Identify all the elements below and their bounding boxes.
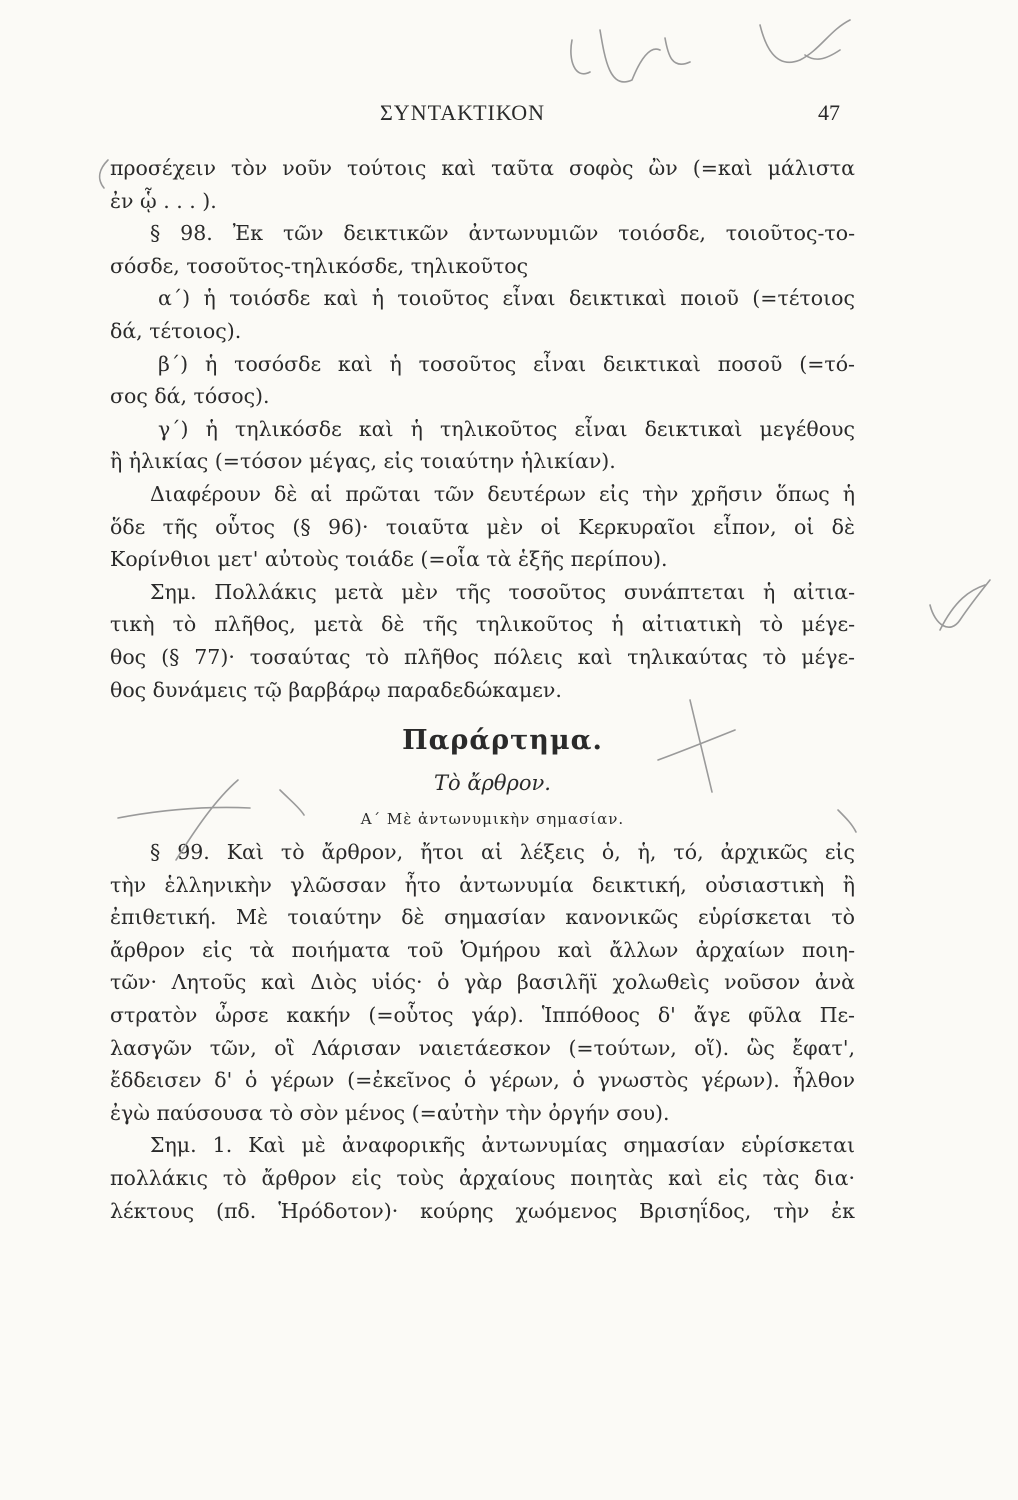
section-99-start: § 99. Καὶ τὸ ἄρθρον, ἤτοι αἱ λέξεις ὁ, ἡ, τό, ἀρχικῶς εἰς — [150, 840, 855, 865]
page-header — [0, 100, 1018, 140]
text-line: τῶν· Λητοῦς καὶ Διὸς υἱός· ὁ γὰρ βασιλῆϊ χολωθεὶς νοῦσον ἀνὰ — [110, 970, 855, 995]
note-line: τικὴ τὸ πλῆθος, μετὰ δὲ τῆς τηλικοῦτος ἡ αἰτιατικὴ τὸ μέγε- — [110, 612, 855, 637]
text-line: τὴν ἑλληνικὴν γλῶσσαν ἦτο ἀντωνυμία δεικτική, οὐσιαστικὴ ἢ — [110, 872, 855, 897]
text-line: ἐπιθετική. Μὲ τοιαύτην δὲ σημασίαν κανονικῶς εὑρίσκεται τὸ — [110, 905, 855, 930]
text-line: Κορίνθιοι μετ' αὐτοὺς τοιάδε (=οἷα τὰ ἑξῆς περίπου). — [110, 547, 668, 572]
margin-bracket-left — [100, 160, 108, 188]
list-item-alpha: α΄) ἡ τοιόσδε καὶ ἡ τοιοῦτος εἶναι δεικτικαὶ ποιοῦ (=τέτοιος — [158, 286, 855, 311]
text-line: ἢ ἡλικίας (=τόσον μέγας, εἰς τοιαύτην ἡλικίαν). — [110, 449, 616, 474]
text-line: Διαφέρουν δὲ αἱ πρῶται τῶν δευτέρων εἰς τὴν χρῆσιν ὅπως ἡ — [150, 481, 855, 506]
text-line: ἄρθρον εἰς τὰ ποιήματα τοῦ Ὁμήρου καὶ ἄλλων ἀρχαίων ποιη- — [110, 937, 855, 962]
note-line: Σημ. Πολλάκις μετὰ μὲν τῆς τοσοῦτος συνάπτεται ἡ αἰτια- — [150, 579, 855, 604]
text-line: σόσδε, τοσοῦτος-τηλικόσδε, τηλικοῦτος — [110, 253, 529, 278]
section-98-start: § 98. Ἐκ τῶν δεικτικῶν ἀντωνυμιῶν τοιόσδε, τοιοῦτος-το- — [150, 221, 855, 246]
page-number: 47 — [818, 100, 840, 125]
handwritten-scribble-top — [571, 20, 850, 82]
note-line: λέκτους (πδ. Ἡρόδοτον)· κούρης χωόμενος Βρισηΐδος, τὴν ἐκ — [110, 1198, 855, 1223]
text-line: προσέχειν τὸν νοῦν τούτοις καὶ ταῦτα σοφὸς ὢν (=καὶ μάλιστα — [110, 156, 855, 180]
note-line: πολλάκις τὸ ἄρθρον εἰς τοὺς ἀρχαίους ποιητὰς καὶ εἰς τὰς δια· — [110, 1166, 855, 1191]
running-title: ΣΥΝΤΑΚΤΙΚΟΝ — [380, 100, 545, 125]
list-item-beta: β΄) ἡ τοσόσδε καὶ ἡ τοσοῦτος εἶναι δεικτικαὶ ποσοῦ (=τό- — [158, 351, 855, 376]
text-line: ἐν ᾧ . . . ). — [110, 188, 217, 213]
text-line: ἐγὼ παύσουσα τὸ σὸν μένος (=αὐτὴν τὴν ὀργήν σου). — [110, 1100, 670, 1125]
text-line: ἔδδεισεν δ' ὁ γέρων (=ἐκεῖνος ὁ γέρων, ὁ γνωστὸς γέρων). ἦλθον — [110, 1068, 855, 1093]
text-line: σος δά, τόσος). — [110, 384, 270, 409]
text-line: λασγῶν τῶν, οἳ Λάρισαν ναιετάεσκον (=τούτων, οἵ). ὣς ἔφατ', — [110, 1035, 855, 1060]
note-line: θος (§ 77)· τοσαύτας τὸ πλῆθος πόλεις καὶ τηλικαύτας τὸ μέγε- — [110, 644, 855, 669]
text-line: δά, τέτοιος). — [110, 318, 242, 343]
text-line: στρατὸν ὦρσε κακήν (=οὗτος γάρ). Ἱππόθοος δ' ἄγε φῦλα Πε- — [110, 1003, 855, 1028]
subsection-heading: Α΄ Μὲ ἀντωνυμικὴν σημασίαν. — [360, 810, 625, 829]
section-heading: Τὸ ἄρθρον. — [434, 771, 551, 796]
note-line: Σημ. 1. Καὶ μὲ ἀναφορικῆς ἀντωνυμίας σημασίαν εὑρίσκεται — [150, 1133, 855, 1158]
body-text — [110, 152, 855, 1227]
appendix-heading: Παράρτημα. — [402, 725, 603, 757]
handwritten-scribble-margin — [930, 580, 990, 630]
list-item-gamma: γ΄) ἡ τηλικόσδε καὶ ἡ τηλικοῦτος εἶναι δεικτικαὶ μεγέθους — [158, 416, 855, 441]
text-line: ὅδε τῆς οὗτος (§ 96)· τοιαῦτα μὲν οἱ Κερκυραῖοι εἶπον, οἱ δὲ — [110, 514, 855, 539]
note-line: θος δυνάμεις τῷ βαρβάρῳ παραδεδώκαμεν. — [110, 677, 562, 702]
